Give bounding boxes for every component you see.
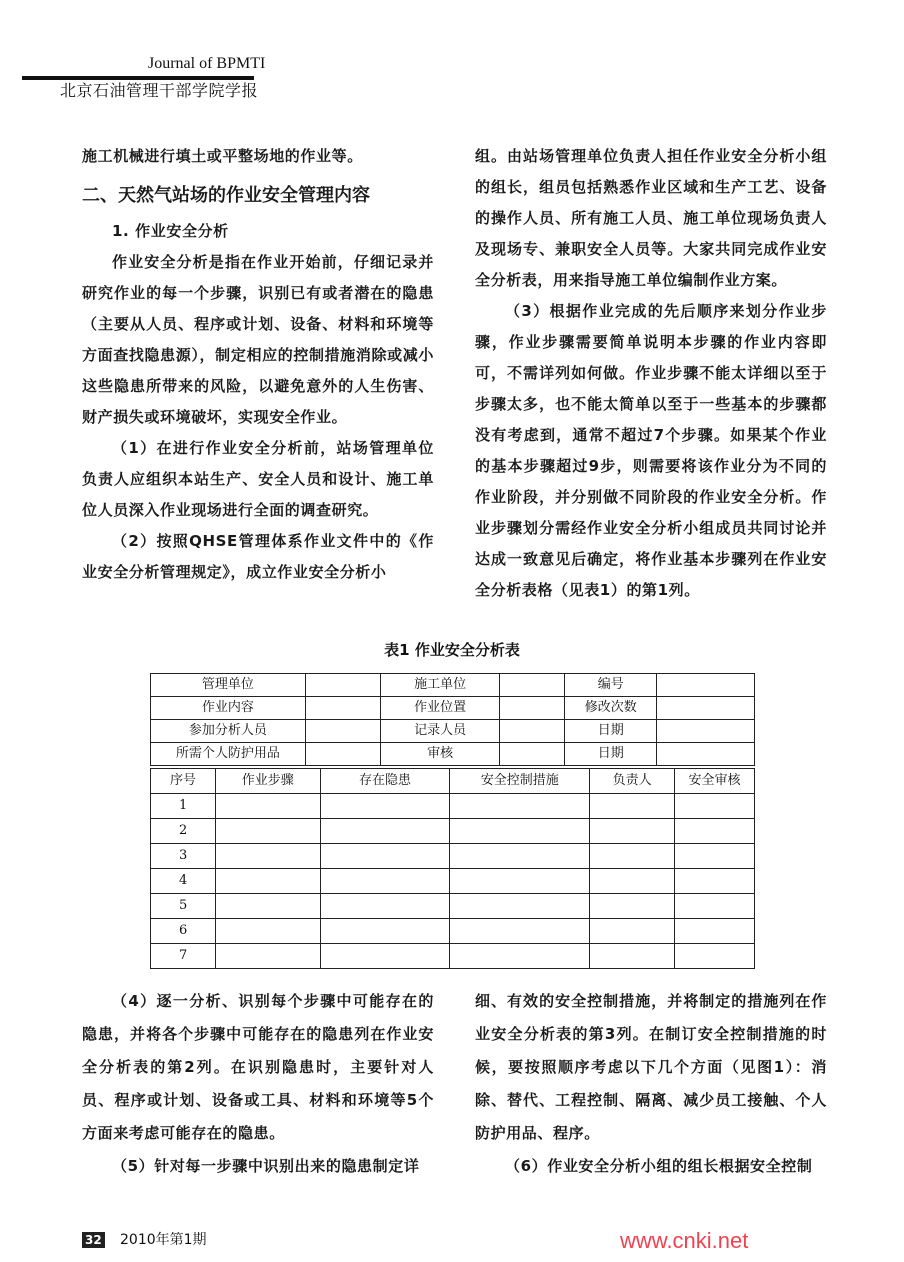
empty-cell [320, 919, 450, 944]
row-number: 3 [151, 844, 216, 869]
info-value-cell [500, 697, 565, 720]
info-row [151, 720, 755, 743]
empty-cell [320, 844, 450, 869]
info-value-cell [657, 697, 755, 720]
empty-cell [675, 869, 755, 894]
section-heading: 二、天然气站场的作业安全管理内容 [82, 185, 370, 206]
table-row [151, 794, 755, 819]
column-header: 序号 [151, 769, 216, 794]
table-caption: 表1 作业安全分析表 [384, 641, 520, 659]
row-number: 1 [151, 794, 216, 819]
empty-cell [450, 794, 590, 819]
subsection-heading: 1. 作业安全分析 [112, 222, 229, 240]
empty-cell [215, 869, 320, 894]
empty-cell [450, 819, 590, 844]
empty-cell [215, 844, 320, 869]
column-header: 负责人 [590, 769, 675, 794]
column-header: 存在隐患 [320, 769, 450, 794]
info-value-cell [500, 720, 565, 743]
column-header: 作业步骤 [215, 769, 320, 794]
info-value-cell [657, 674, 755, 697]
paragraph: 细、有效的安全控制措施，并将制定的措施列在作业安全分析表的第3列。在制订安全控制措施的时候，要按照顺序考虑以下几个方面（见图1）：消除、替代、工程控制、隔离、减少员工接触、个人防护用品、程序。 [475, 992, 827, 1142]
empty-cell [675, 794, 755, 819]
header-rule [22, 76, 254, 80]
empty-cell [215, 819, 320, 844]
empty-cell [675, 944, 755, 969]
row-number: 6 [151, 919, 216, 944]
empty-cell [590, 919, 675, 944]
info-value-cell [305, 743, 380, 766]
empty-cell [215, 894, 320, 919]
row-number: 5 [151, 894, 216, 919]
issue-label: 2010年第1期 [120, 1232, 207, 1248]
info-value-cell [305, 697, 380, 720]
paragraph: （6）作业安全分析小组的组长根据安全控制 [505, 1157, 813, 1175]
empty-cell [320, 869, 450, 894]
info-row [151, 743, 755, 766]
info-row [151, 697, 755, 720]
paragraph: （5）针对每一步骤中识别出来的隐患制定详 [112, 1157, 420, 1175]
empty-cell [675, 894, 755, 919]
info-label-cell: 参加分析人员 [151, 720, 306, 743]
paragraph: 组。由站场管理单位负责人担任作业安全分析小组的组长，组员包括熟悉作业区域和生产工艺、设备的操作人员、所有施工人员、施工单位现场负责人及现场专、兼职安全人员等。大家共同完成作业安全分析表，用来指导施工单位编制作业方案。 [475, 147, 827, 289]
info-label-cell: 记录人员 [380, 720, 500, 743]
steps-table [150, 768, 755, 969]
column-header: 安全控制措施 [450, 769, 590, 794]
empty-cell [675, 844, 755, 869]
right-column-bottom [475, 985, 827, 1183]
row-number: 7 [151, 944, 216, 969]
empty-cell [320, 894, 450, 919]
empty-cell [675, 819, 755, 844]
empty-cell [590, 894, 675, 919]
info-label-cell: 管理单位 [151, 674, 306, 697]
paragraph: （4）逐一分析、识别每个步骤中可能存在的隐患，并将各个步骤中可能存在的隐患列在作业安全分析表的第2列。在识别隐患时，主要针对人员、程序或计划、设备或工具、材料和环境等5个方面来考虑可能存在的隐患。 [82, 992, 434, 1142]
empty-cell [590, 794, 675, 819]
paragraph: （2）按照QHSE管理体系作业文件中的《作业安全分析管理规定》，成立作业安全分析小 [82, 532, 434, 581]
table-row [151, 894, 755, 919]
empty-cell [590, 944, 675, 969]
info-row [151, 674, 755, 697]
empty-cell [215, 944, 320, 969]
paragraph: （1）在进行作业安全分析前，站场管理单位负责人应组织本站生产、安全人员和设计、施工单位人员深入作业现场进行全面的调查研究。 [82, 439, 434, 519]
empty-cell [450, 894, 590, 919]
info-label-cell: 日期 [565, 720, 657, 743]
empty-cell [215, 919, 320, 944]
row-number: 2 [151, 819, 216, 844]
left-column-bottom [82, 985, 434, 1183]
journal-title-cn: 北京石油管理干部学院学报 [60, 81, 259, 100]
info-label-cell: 修改次数 [565, 697, 657, 720]
paragraph: 作业安全分析是指在作业开始前，仔细记录并研究作业的每一个步骤，识别已有或者潜在的隐患（主要从人员、程序或计划、设备、材料和环境等方面查找隐患源），制定相应的控制措施消除或减小这些隐患所带来的风险，以避免意外的人生伤害、财产损失或环境破坏，实现安全作业。 [82, 253, 434, 426]
empty-cell [450, 944, 590, 969]
empty-cell [215, 794, 320, 819]
info-value-cell [305, 674, 380, 697]
journal-title-en: Journal of BPMTI [148, 55, 266, 72]
info-value-cell [500, 743, 565, 766]
info-table [150, 673, 755, 766]
info-label-cell: 日期 [565, 743, 657, 766]
paragraph: （3）根据作业完成的先后顺序来划分作业步骤，作业步骤需要简单说明本步骤的作业内容即可，不需详列如何做。作业步骤不能太详细以至于步骤太多，也不能太简单以至于一些基本的步骤都没有考虑到，通常不超过7个步骤。如果某个作业的基本步骤超过9步，则需要将该作业分为不同的作业阶段，并分别做不同阶段的作业安全分析。作业步骤划分需经作业安全分析小组成员共同讨论并达成一致意见后确定，将作业基本步骤列在作业安全分析表格（见表1）的第1列。 [475, 302, 827, 599]
info-label-cell: 作业位置 [380, 697, 500, 720]
empty-cell [450, 919, 590, 944]
info-label-cell: 审核 [380, 743, 500, 766]
info-value-cell [657, 743, 755, 766]
info-value-cell [657, 720, 755, 743]
empty-cell [450, 869, 590, 894]
paragraph: 施工机械进行填土或平整场地的作业等。 [82, 147, 363, 165]
empty-cell [320, 944, 450, 969]
info-label-cell: 施工单位 [380, 674, 500, 697]
column-header: 安全审核 [675, 769, 755, 794]
info-value-cell [305, 720, 380, 743]
info-label-cell: 所需个人防护用品 [151, 743, 306, 766]
row-number: 4 [151, 869, 216, 894]
table-row [151, 944, 755, 969]
empty-cell [320, 819, 450, 844]
info-label-cell: 作业内容 [151, 697, 306, 720]
empty-cell [675, 919, 755, 944]
empty-cell [590, 869, 675, 894]
right-column-top [475, 141, 827, 606]
empty-cell [590, 844, 675, 869]
info-value-cell [500, 674, 565, 697]
table-row [151, 819, 755, 844]
empty-cell [450, 844, 590, 869]
table-row [151, 844, 755, 869]
page-number: 32 [82, 1232, 105, 1248]
info-label-cell: 编号 [565, 674, 657, 697]
table-header-row [151, 769, 755, 794]
empty-cell [590, 819, 675, 844]
watermark: www.cnki.net [620, 1228, 749, 1253]
empty-cell [320, 794, 450, 819]
left-column-top [82, 141, 434, 588]
table-row [151, 919, 755, 944]
table-row [151, 869, 755, 894]
